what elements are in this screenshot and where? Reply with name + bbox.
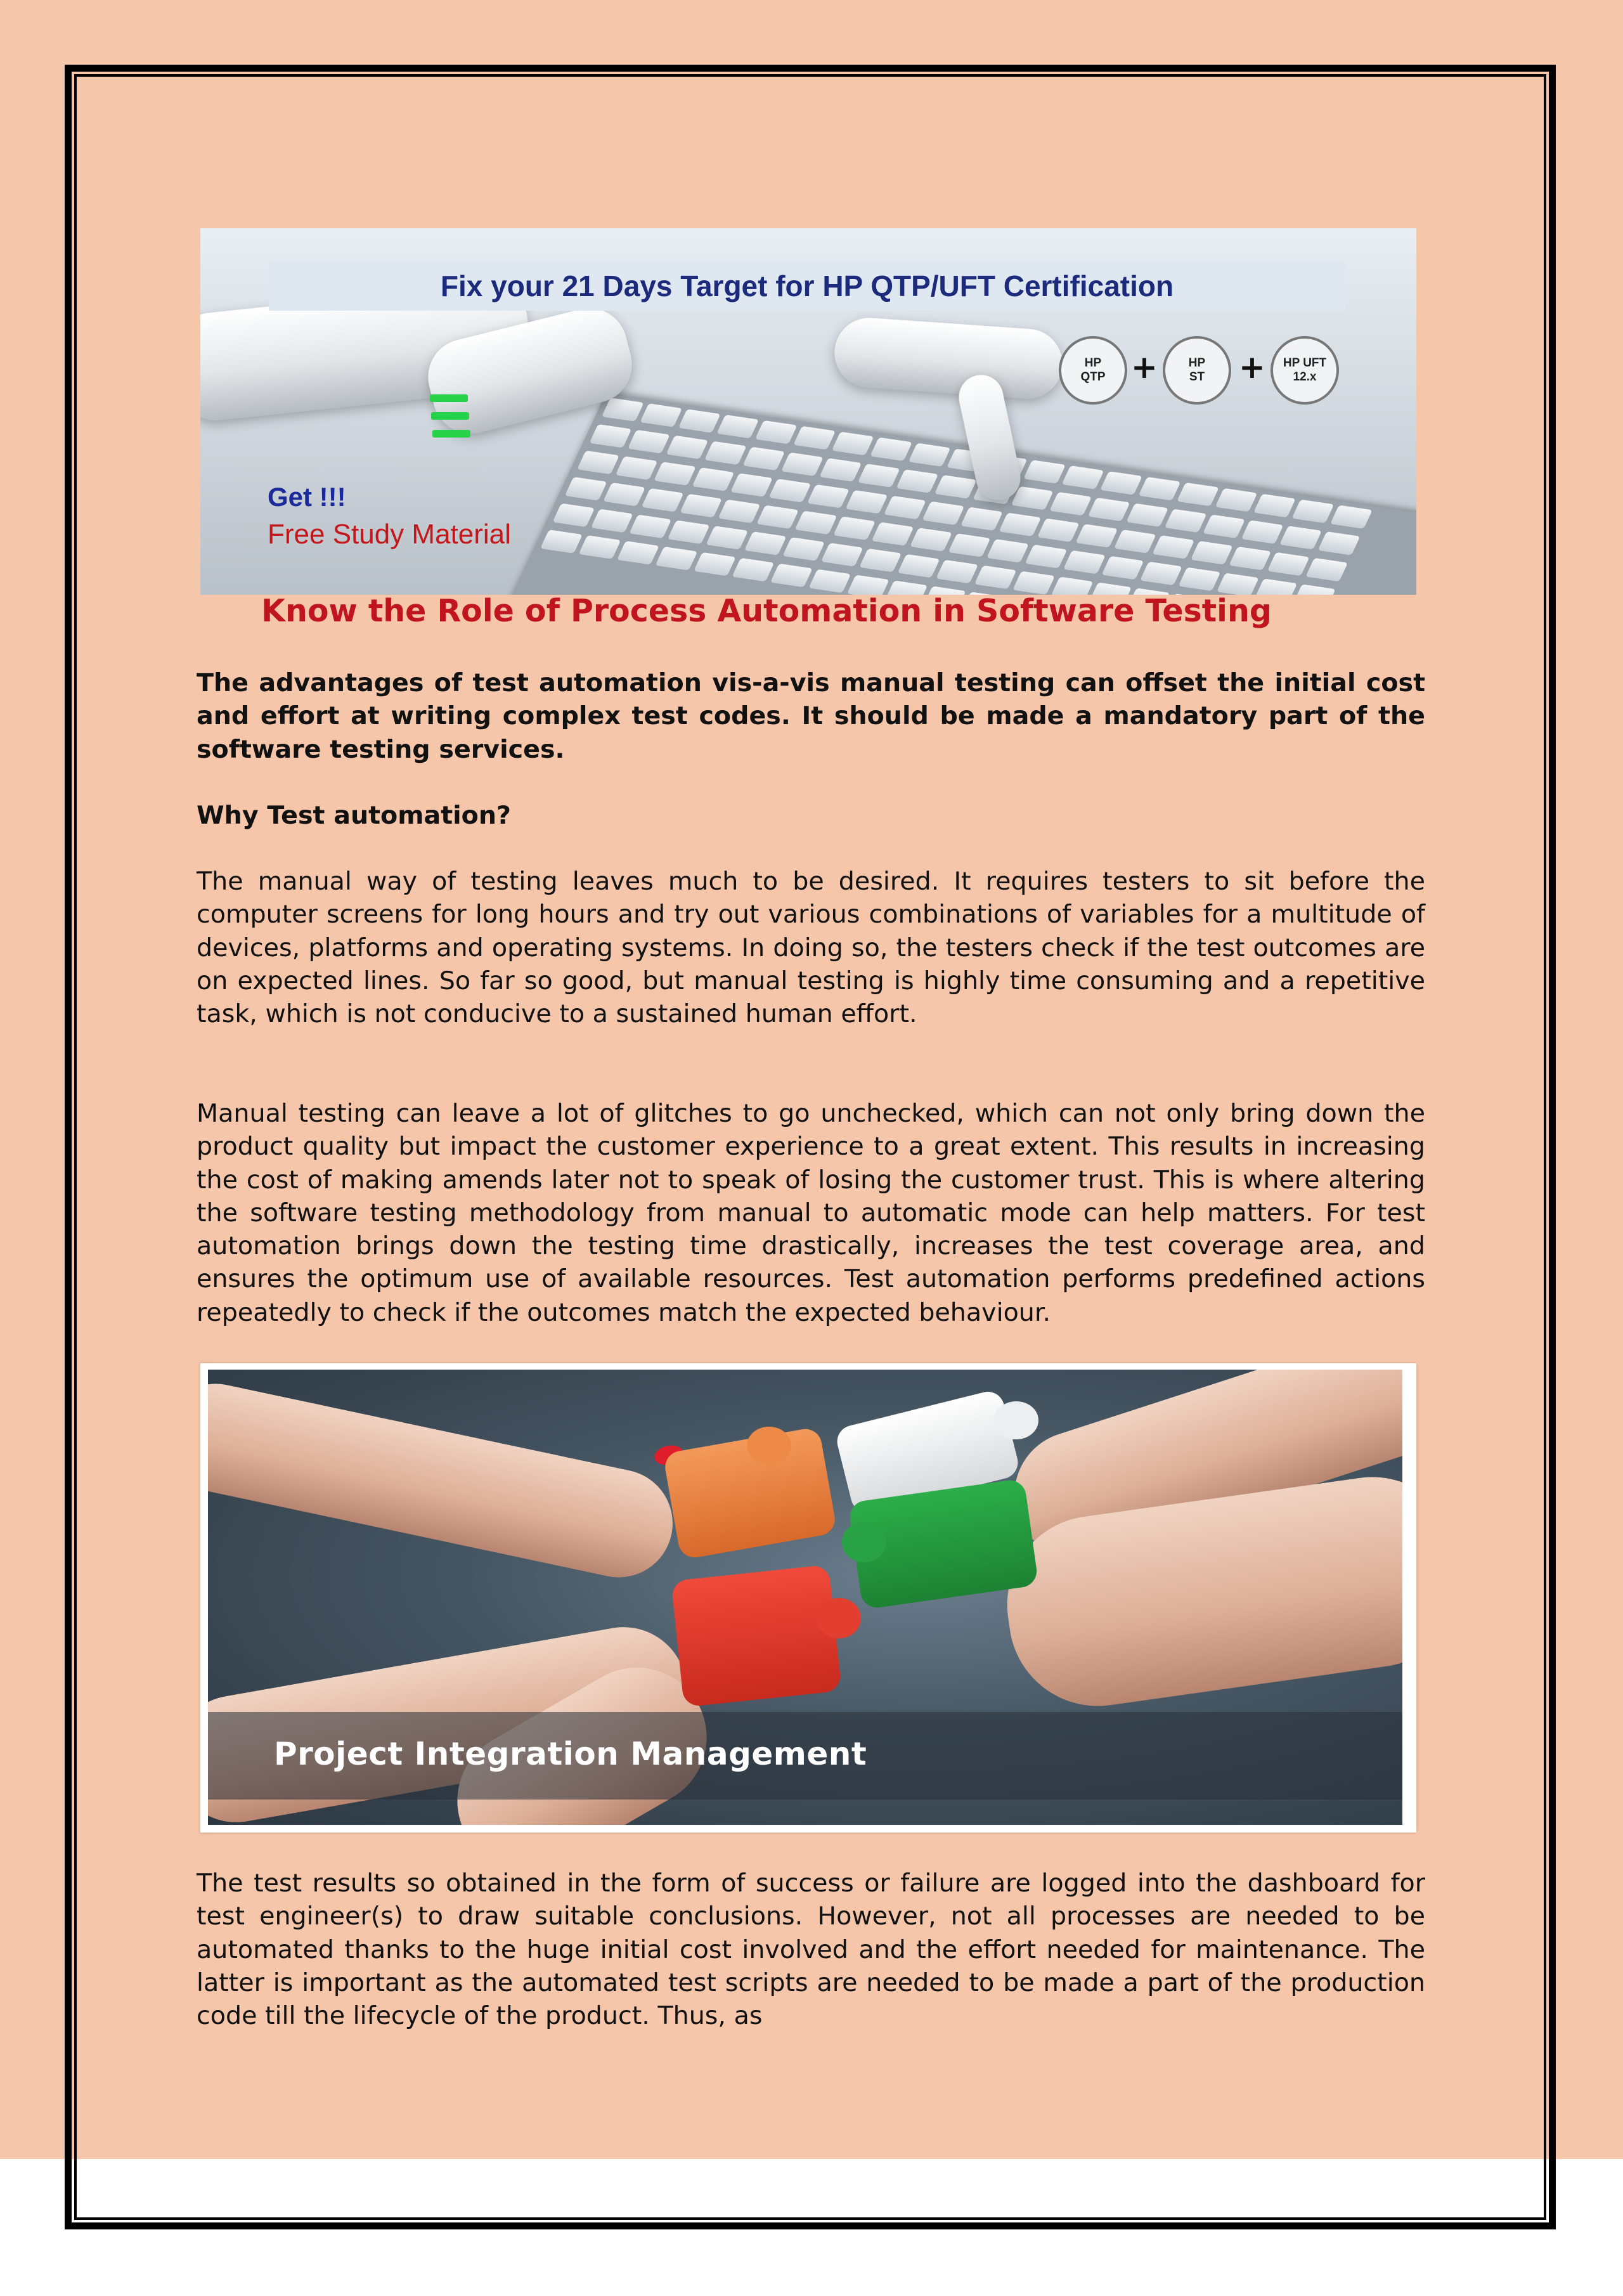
robot-light-1 (430, 394, 468, 402)
red-puzzle-piece (671, 1564, 842, 1707)
section-heading: Why Test automation? (197, 801, 512, 830)
badge-line: QTP (1080, 370, 1106, 384)
banner-title-strip (269, 261, 1345, 311)
white-puzzle-knob (994, 1401, 1038, 1439)
orange-puzzle-knob (747, 1427, 791, 1465)
badge-line: 12.x (1293, 370, 1317, 384)
badge-line: HP UFT (1283, 356, 1327, 370)
intro-paragraph: The advantages of test automation vis-a-vis manual testing can offset the initial cost and effort at writing complex test codes. It should be made a mandatory part of the software testing services. (197, 668, 1425, 764)
body-paragraph-2: Manual testing can leave a lot of glitches to go unchecked, which can not only bring down the product quality but impact the customer experience to a great extent. This results in increasing the cost of making amends later not to speak of losing the customer trust. This is where altering the software testing methodology from manual to automatic mode can help matters. For test automation brings down the testing time drastically, increases the test coverage area, and ensures the optimum use of available resources. Test automation performs predefined actions repeatedly to check if the outcomes match the expected behaviour. (197, 1099, 1425, 1327)
hp-qtp-badge (1059, 336, 1127, 405)
plus-icon: + (1239, 349, 1265, 386)
banner-get-text: Get !!! (268, 482, 346, 512)
badge-line: HP (1188, 356, 1206, 370)
robot-light-2 (431, 412, 469, 420)
red-puzzle-knob (817, 1598, 861, 1638)
keyboard-illustration (501, 393, 1416, 595)
puzzle-photo-frame (200, 1363, 1416, 1832)
body-paragraph-1: The manual way of testing leaves much to be desired. It requires testers to sit before the computer screens for long hours and try out various combinations of variables for a multitude of devices, platforms and operating systems. In doing so, the testers check if the test outcomes are on expected lines. So far so good, but manual testing is highly time consuming and a repetitive task, which is not conducive to a sustained human effort. (197, 867, 1425, 1029)
badge-line: HP (1084, 356, 1102, 370)
badge-line: ST (1189, 370, 1205, 384)
plus-icon: + (1131, 349, 1158, 386)
hp-st-badge (1163, 336, 1231, 405)
puzzle-photo (208, 1370, 1402, 1825)
hp-uft-badge (1271, 336, 1339, 405)
robot-light-3 (432, 430, 470, 438)
article-title: Know the Role of Process Automation in Software Testing (261, 593, 1272, 629)
hand-upper-left (208, 1374, 683, 1588)
banner-title: Fix your 21 Days Target for HP QTP/UFT Certification (440, 269, 1174, 302)
robot-hand-right (832, 316, 1065, 401)
certification-banner[interactable] (200, 228, 1416, 595)
body-paragraph-3: The test results so obtained in the form of success or failure are logged into the dashboard for test engineer(s) to draw suitable conclusions. However, not all processes are needed to be automated thanks to the huge initial cost involved and the effort needed for maintenance. The latter is important as the automated test scripts are needed to be made a part of the production code till the lifecycle of the product. Thus, as (197, 1869, 1425, 2031)
green-puzzle-knob (842, 1522, 886, 1562)
photo-caption: Project Integration Management (274, 1735, 867, 1772)
banner-free-study-material[interactable]: Free Study Material (268, 519, 511, 550)
